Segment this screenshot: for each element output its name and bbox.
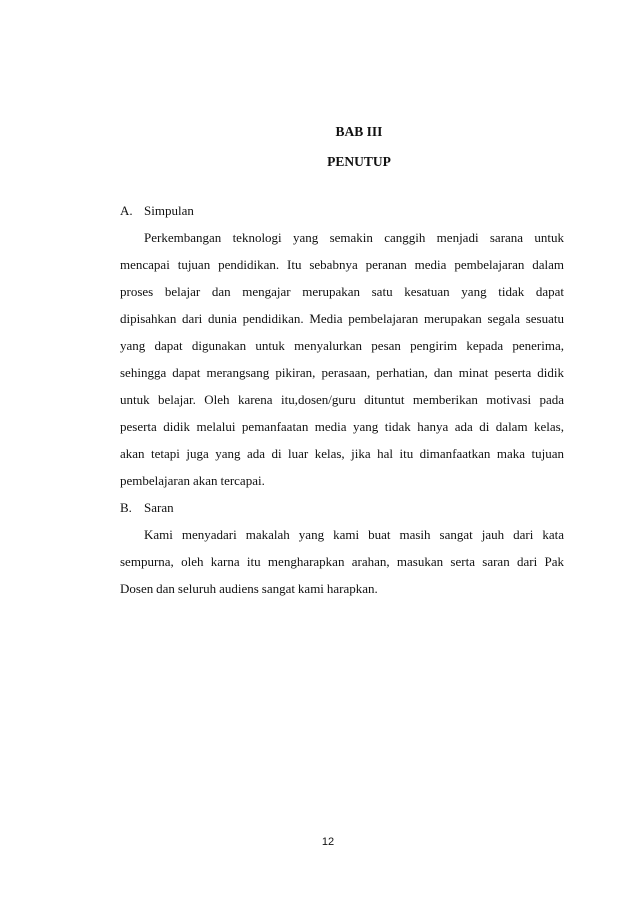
page-content [120,117,564,602]
text-line: sempurna, oleh karna itu mengharapkan arahan, masukan serta saran dari Pak [120,554,564,569]
page-number: 12 [321,836,335,848]
paragraph-saran [120,521,564,602]
text-line: pembelajaran akan tercapai. [120,473,265,488]
section-marker: A. [120,203,133,218]
text-line: mencapai tujuan pendidikan. Itu sebabnya peranan media pembelajaran dalam [120,257,564,272]
text-line: sehingga dapat merangsang pikiran, perasaan, perhatian, dan minat peserta didik [120,365,564,380]
text-line: untuk belajar. Oleh karena itu,dosen/guru dituntut memberikan motivasi pada [120,392,564,407]
section-marker: B. [120,500,132,515]
text-line: proses belajar dan mengajar merupakan satu kesatuan yang tidak dapat [120,284,564,299]
paragraph-simpulan [120,224,564,494]
section-title: Simpulan [144,203,194,218]
text-line: Perkembangan teknologi yang semakin canggih menjadi sarana untuk [144,230,564,245]
section-heading-simpulan [120,197,564,224]
text-line: peserta didik melalui pemanfaatan media yang tidak hanya ada di dalam kelas, [120,419,564,434]
text-line: dipisahkan dari dunia pendidikan. Media pembelajaran merupakan segala sesuatu [120,311,564,326]
chapter-title: PENUTUP [327,154,391,169]
text-line: Kami menyadari makalah yang kami buat masih sangat jauh dari kata [144,527,564,542]
section-title: Saran [144,500,174,515]
text-line: Dosen dan seluruh audiens sangat kami harapkan. [120,581,378,596]
chapter-label: BAB III [335,124,383,139]
text-line: akan tetapi juga yang ada di luar kelas, jika hal itu dimanfaatkan maka tujuan [120,446,564,461]
section-heading-saran [120,494,564,521]
text-line: yang dapat digunakan untuk menyalurkan pesan pengirim kepada penerima, [120,338,564,353]
